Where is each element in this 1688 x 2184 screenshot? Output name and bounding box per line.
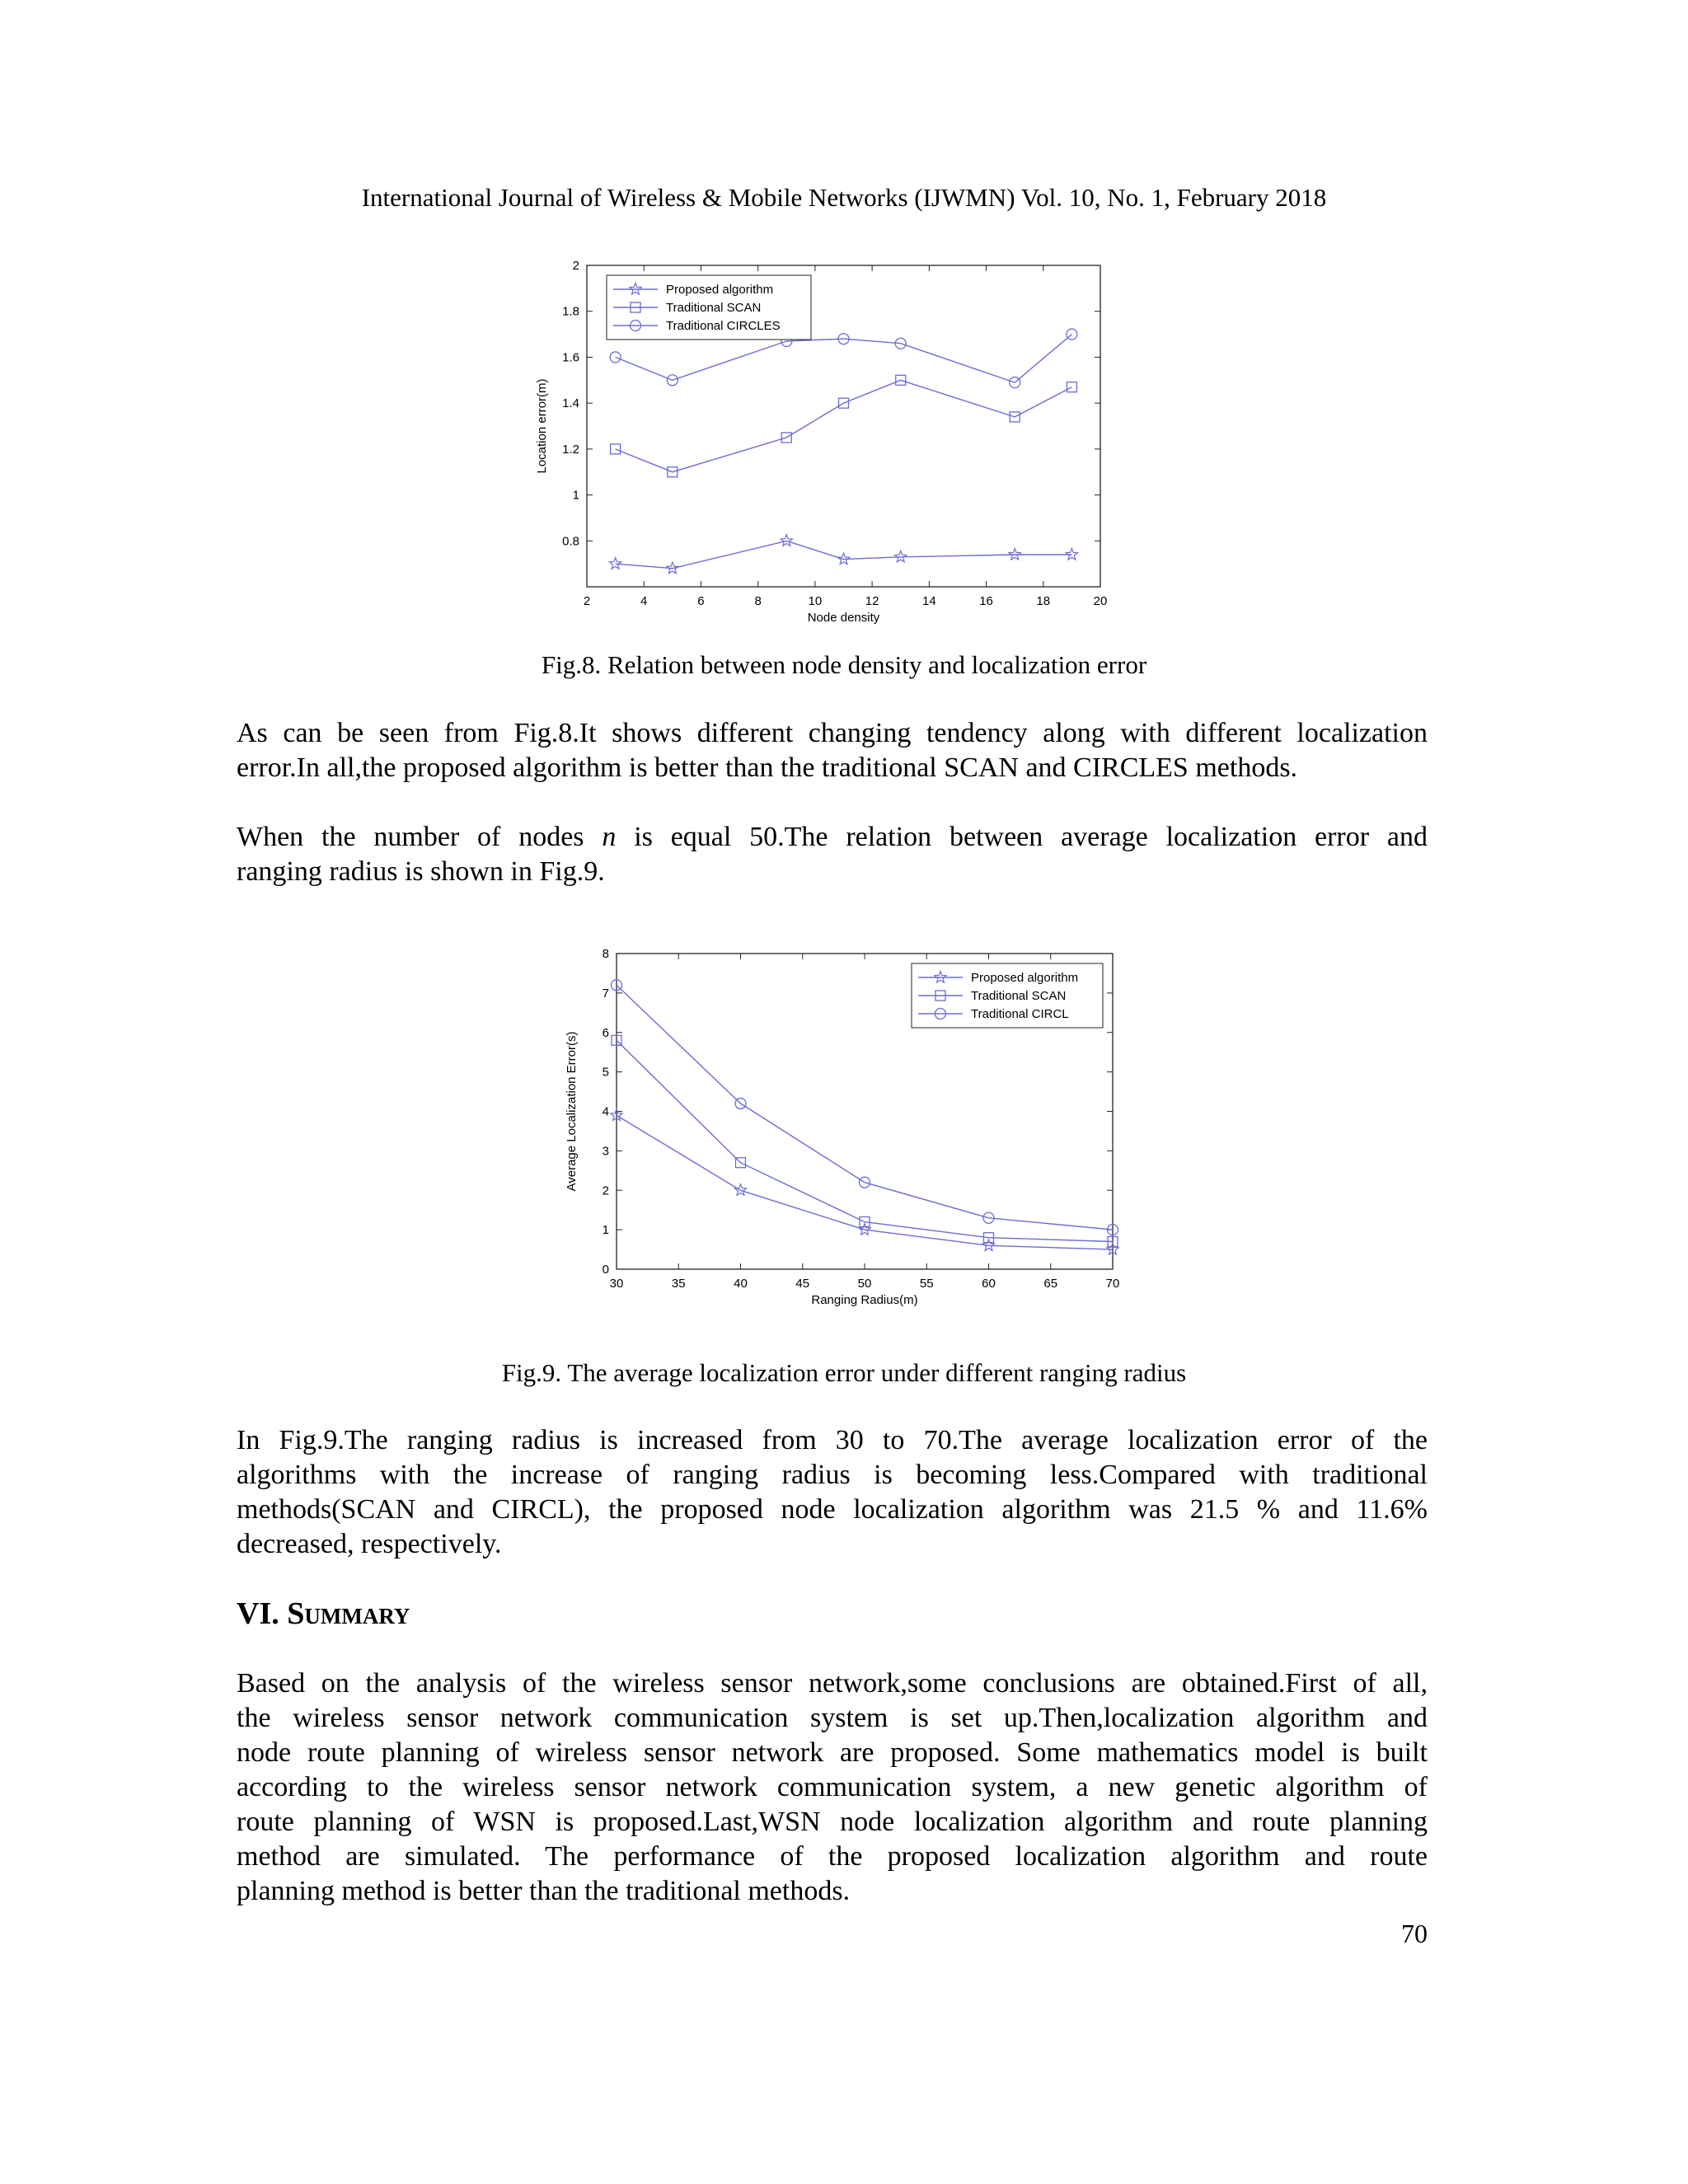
data-point <box>1009 549 1020 560</box>
legend-label: Traditional CIRCL <box>971 1007 1069 1021</box>
x-tick-label: 10 <box>808 594 823 608</box>
figure-8-chart <box>528 251 1121 630</box>
figure-9-chart <box>565 940 1129 1310</box>
x-tick-label: 60 <box>982 1277 996 1291</box>
x-tick-label: 8 <box>754 594 762 608</box>
y-tick-label: 8 <box>602 947 609 961</box>
text-line: the wireless sensor network communication system is set up.Then,localization algorithm and <box>237 1703 1428 1733</box>
x-tick-label: 14 <box>921 594 936 608</box>
text-line: ranging radius is shown in Fig.9. <box>237 856 605 887</box>
x-tick-label: 6 <box>697 594 705 608</box>
x-tick-label: 20 <box>1093 594 1108 608</box>
data-point <box>611 444 621 454</box>
journal-header: International Journal of Wireless & Mobile Networks (IJWMN) Vol. 10, No. 1, February 2018 <box>361 183 1327 212</box>
data-point <box>982 1240 994 1251</box>
y-tick-label: 1.4 <box>562 396 579 411</box>
x-tick-label: 2 <box>583 594 591 608</box>
data-point <box>1067 329 1077 340</box>
section-number: VI. <box>237 1596 279 1631</box>
series-line <box>616 541 1072 568</box>
paragraph-node-count <box>237 820 1428 889</box>
y-tick-label: 1 <box>602 1223 609 1238</box>
section-heading <box>237 1596 410 1632</box>
y-tick-label: 7 <box>602 986 609 1001</box>
x-axis-label: Node density <box>807 611 880 625</box>
y-axis-label: Average Localization Error(s) <box>565 1031 579 1192</box>
text-line: When the number of nodes n is equal 50.The relation between average localization error and <box>237 822 1428 852</box>
data-point <box>609 558 621 569</box>
text-line: methods(SCAN and CIRCL), the proposed node localization algorithm was 21.5 % and 11.6% <box>237 1494 1428 1525</box>
series-line <box>617 1040 1113 1241</box>
paragraph-summary <box>237 1666 1428 1909</box>
legend-label: Proposed algorithm <box>666 283 774 297</box>
x-tick-label: 4 <box>640 594 648 608</box>
legend-label: Traditional SCAN <box>666 301 762 315</box>
text-line: method are simulated. The performance of the proposed localization algorithm and route <box>237 1841 1428 1872</box>
page-number: 70 <box>1401 1919 1428 1948</box>
x-tick-label: 12 <box>865 594 879 608</box>
section-title: Summary <box>287 1596 410 1631</box>
text-line: route planning of WSN is proposed.Last,WSN node localization algorithm and route planning <box>237 1807 1428 1837</box>
text-line: Based on the analysis of the wireless sensor network,some conclusions are obtained.First of all, <box>237 1668 1428 1699</box>
x-tick-label: 70 <box>1105 1277 1120 1291</box>
text-line: node route planning of wireless sensor network are proposed. Some mathematics model is built <box>237 1737 1428 1768</box>
text-line: decreased, respectively. <box>237 1529 502 1559</box>
y-tick-label: 3 <box>602 1144 609 1159</box>
y-tick-label: 2 <box>602 1183 609 1198</box>
y-tick-label: 4 <box>602 1104 609 1119</box>
variable-n: n <box>602 822 617 852</box>
text-line: In Fig.9.The ranging radius is increased from 30 to 70.The average localization error of the <box>237 1425 1428 1455</box>
series-line <box>616 335 1072 383</box>
x-tick-label: 65 <box>1043 1277 1058 1291</box>
data-point <box>1066 549 1077 560</box>
y-tick-label: 1.2 <box>562 442 579 457</box>
y-tick-label: 1.8 <box>562 304 579 319</box>
x-tick-label: 50 <box>857 1277 872 1291</box>
text-line: error.In all,the proposed algorithm is better than the traditional SCAN and CIRCLES methods. <box>237 752 1298 783</box>
y-tick-label: 0 <box>602 1263 609 1277</box>
y-tick-label: 0.8 <box>562 534 579 549</box>
x-tick-label: 55 <box>919 1277 934 1291</box>
x-tick-label: 18 <box>1036 594 1051 608</box>
x-tick-label: 45 <box>795 1277 810 1291</box>
series-line <box>616 380 1072 471</box>
y-tick-label: 6 <box>602 1025 609 1040</box>
y-tick-label: 1.6 <box>562 350 579 365</box>
x-tick-label: 30 <box>609 1277 624 1291</box>
legend-label: Traditional SCAN <box>971 989 1067 1003</box>
y-tick-label: 5 <box>602 1065 609 1080</box>
x-tick-label: 35 <box>671 1277 686 1291</box>
text-line: according to the wireless sensor network communication system, a new genetic algorithm of <box>237 1772 1428 1802</box>
x-tick-label: 16 <box>979 594 993 608</box>
y-axis-label: Location error(m) <box>535 378 549 474</box>
data-point <box>781 535 792 546</box>
paragraph-fig8-discussion <box>237 716 1428 785</box>
data-point <box>895 551 907 562</box>
figure-9-caption: Fig.9. The average localization error under different ranging radius <box>501 1358 1187 1387</box>
text-line: As can be seen from Fig.8.It shows different changing tendency along with different localization <box>237 718 1428 748</box>
paragraph-fig9-discussion <box>237 1423 1428 1562</box>
text-line: algorithms with the increase of ranging radius is becoming less.Compared with traditional <box>237 1460 1428 1490</box>
text-line: planning method is better than the traditional methods. <box>237 1876 851 1906</box>
legend-label: Traditional CIRCLES <box>666 319 781 333</box>
x-tick-label: 40 <box>734 1277 748 1291</box>
x-axis-label: Ranging Radius(m) <box>811 1293 918 1307</box>
figure-8-caption: Fig.8. Relation between node density and localization error <box>541 650 1147 679</box>
y-tick-label: 2 <box>572 259 579 273</box>
y-tick-label: 1 <box>572 488 579 503</box>
legend-label: Proposed algorithm <box>971 971 1079 985</box>
data-point <box>837 553 849 565</box>
